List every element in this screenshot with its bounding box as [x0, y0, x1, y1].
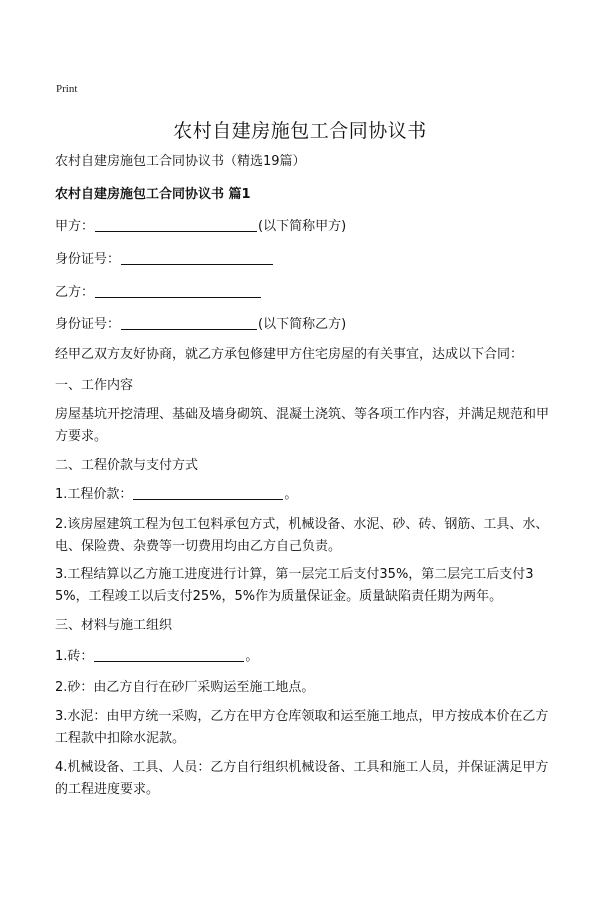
price-label: 1.工程价款：: [55, 487, 133, 502]
party-a-suffix: (以下简称甲方): [258, 219, 347, 234]
id-line-2: [55, 314, 560, 336]
party-a-blank: [95, 217, 257, 232]
brick-suffix: 。: [245, 649, 259, 664]
party-b-blank: [95, 283, 261, 298]
party-b-line: [55, 282, 560, 304]
document-title: 农村自建房施包工合同协议书: [173, 120, 427, 142]
price-suffix: 。: [284, 487, 298, 502]
section-3-title: 三、材料与施工组织: [55, 618, 173, 633]
section-3-item-3: 3.水泥：由甲方统一采购，乙方在甲方仓库领取和运至施工地点，甲方按成本价在乙方工程款中扣除水泥款。: [55, 709, 549, 746]
document-subtitle: 农村自建房施包工合同协议书（精选19篇）: [55, 154, 306, 169]
print-label: Print: [56, 83, 78, 95]
section-2-item-3: 3.工程结算以乙方施工进度进行计算，第一层完工后支付35%，第二层完工后支付35%，工程竣工以后支付25%，5%作为质量保证金。质量缺陷责任期为两年。: [55, 567, 534, 604]
section-heading: 农村自建房施包工合同协议书 篇1: [55, 187, 251, 202]
section-1-body: 房屋基坑开挖清理、基础及墙身砌筑、混凝土浇筑、等各项工作内容，并满足规范和甲方要求。: [55, 407, 550, 444]
section-3-item-2: 2.砂：由乙方自行在砂厂采购运至施工地点。: [55, 680, 315, 695]
brick-label: 1.砖：: [55, 649, 94, 664]
section-2-item-2: 2.该房屋建筑工程为包工包料承包方式，机械设备、水泥、砂、砖、钢筋、工具、水、电、保险费、杂费等一切费用均由乙方自己负责。: [55, 517, 549, 554]
price-blank: [133, 485, 283, 500]
section-2-item-1: [55, 484, 560, 506]
party-b-label: 乙方：: [55, 285, 95, 300]
section-3-item-4: 4.机械设备、工具、人员：乙方自行组织机械设备、工具和施工人员，并保证满足甲方的工程进度要求。: [55, 760, 549, 797]
party-a-line: [55, 216, 560, 238]
intro-text: 经甲乙双方友好协商，就乙方承包修建甲方住宅房屋的有关事宜，达成以下合同：: [55, 347, 524, 362]
party-b-suffix: (以下简称乙方): [258, 317, 347, 332]
brick-blank: [94, 647, 244, 662]
id-label-2: 身份证号：: [55, 317, 121, 332]
party-a-label: 甲方：: [55, 219, 95, 234]
id-line-1: [55, 249, 560, 271]
id-blank-2: [121, 315, 257, 330]
section-2-title: 二、工程价款与支付方式: [55, 458, 199, 473]
section-1-title: 一、工作内容: [55, 378, 134, 393]
id-label-1: 身份证号：: [55, 252, 121, 267]
id-blank-1: [121, 250, 273, 265]
section-3-item-1: [55, 646, 560, 668]
